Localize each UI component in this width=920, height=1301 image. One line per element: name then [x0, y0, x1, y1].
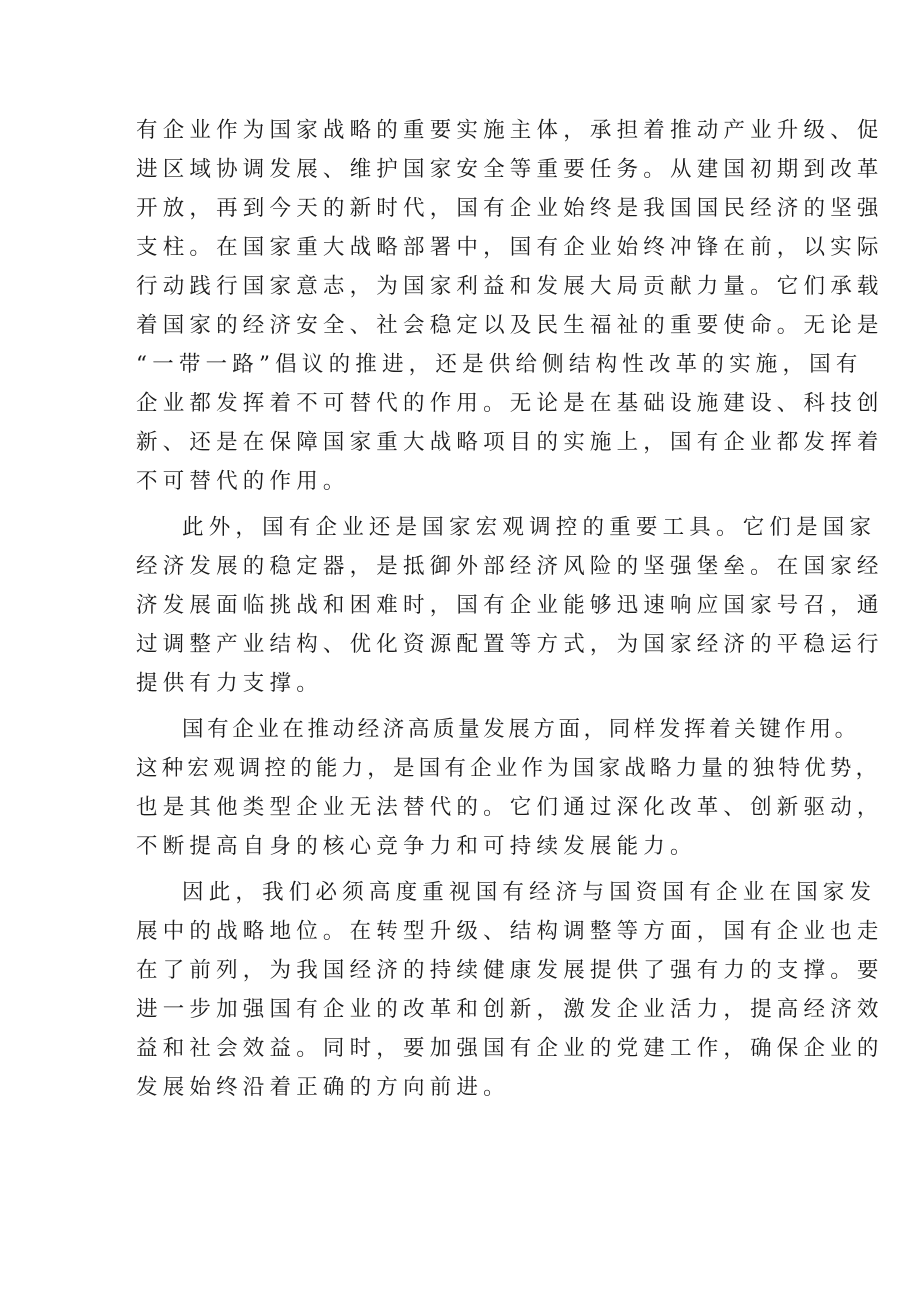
text-line: 因此，我们必须高度重视国有经济与国资国有企业在国家发: [182, 880, 877, 905]
text-line: 行动践行国家意志，为国家利益和发展大局贡献力量。它们承载: [136, 274, 884, 299]
text-line: 进一步加强国有企业的改革和创新，激发企业活力，提高经济效: [136, 997, 884, 1022]
text-line: 这种宏观调控的能力，是国有企业作为国家战略力量的独特优势，: [136, 756, 882, 781]
paragraph-3: [136, 710, 884, 866]
paragraph-gap: [136, 501, 796, 508]
text-line: 此外，国有企业还是国家宏观调控的重要工具。它们是国家: [182, 515, 877, 540]
paragraph-4: [136, 873, 884, 1107]
paragraph-gap: [136, 703, 796, 710]
text-line: “一带一路”倡议的推进，还是供给侧结构性改革的实施，国有: [136, 352, 863, 377]
text-line: 在了前列，为我国经济的持续健康发展提供了强有力的支撑。要: [136, 958, 884, 983]
text-line: 益和社会效益。同时，要加强国有企业的党建工作，确保企业的: [136, 1036, 884, 1061]
text-line: 不可替代的作用。: [136, 469, 350, 494]
text-line: 企业都发挥着不可替代的作用。无论是在基础设施建设、科技创: [136, 391, 884, 416]
text-line: 新、还是在保障国家重大战略项目的实施上，国有企业都发挥着: [136, 430, 884, 455]
text-line: 发展始终沿着正确的方向前进。: [136, 1075, 510, 1100]
text-line: 济发展面临挑战和困难时，国有企业能够迅速响应国家号召，通: [136, 593, 884, 618]
document-body: [136, 111, 884, 1107]
text-line: 也是其他类型企业无法替代的。它们通过深化改革、创新驱动，: [136, 795, 884, 820]
text-line: 支柱。在国家重大战略部署中，国有企业始终冲锋在前，以实际: [136, 235, 884, 260]
text-line: 不断提高自身的核心竞争力和可持续发展能力。: [136, 834, 697, 859]
text-line: 提供有力支撑。: [136, 671, 323, 696]
text-line: 过调整产业结构、优化资源配置等方式，为国家经济的平稳运行: [136, 632, 884, 657]
text-line: 着国家的经济安全、社会稳定以及民生福祉的重要使命。无论是: [136, 313, 884, 338]
text-line: 经济发展的稳定器，是抵御外部经济风险的坚强堡垒。在国家经: [136, 554, 884, 579]
text-line: 开放，再到今天的新时代，国有企业始终是我国国民经济的坚强: [136, 196, 884, 221]
paragraph-1: [136, 111, 884, 501]
text-line: 展中的战略地位。在转型升级、结构调整等方面，国有企业也走: [136, 919, 884, 944]
text-line: 进区域协调发展、维护国家安全等重要任务。从建国初期到改革: [136, 157, 884, 182]
paragraph-2: [136, 508, 884, 703]
text-line: 国有企业在推动经济高质量发展方面，同样发挥着关键作用。: [182, 717, 860, 742]
text-line: 有企业作为国家战略的重要实施主体，承担着推动产业升级、促: [136, 118, 884, 143]
paragraph-gap: [136, 866, 796, 873]
